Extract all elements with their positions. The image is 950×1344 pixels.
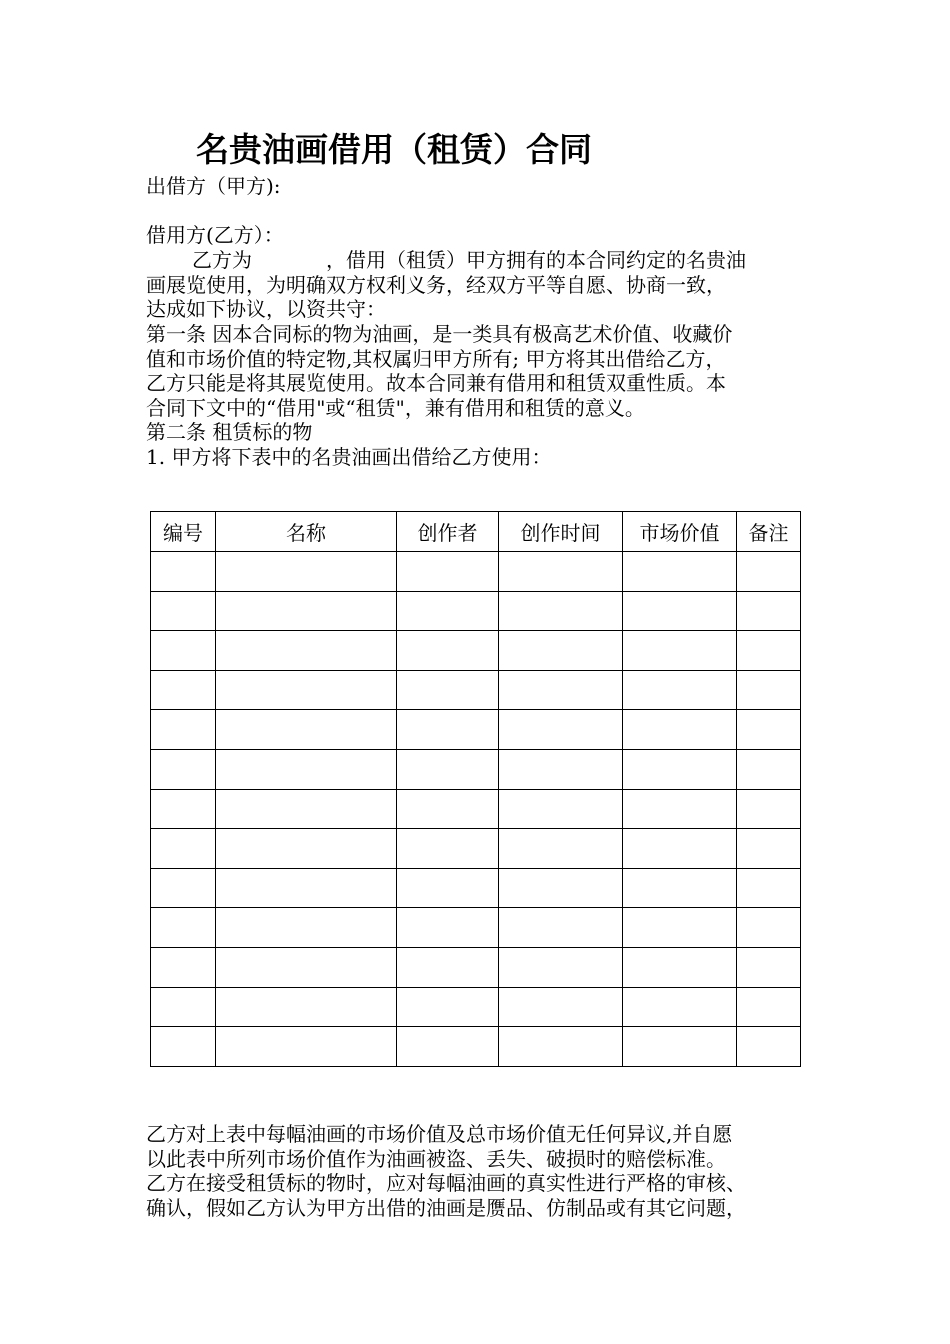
table-cell — [737, 947, 801, 987]
header-market-value: 市场价值 — [623, 512, 737, 552]
table-cell — [216, 749, 397, 789]
after-table-line-2: 以此表中所列市场价值作为油画被盗、丢失、破损时的赔偿标准。 — [146, 1146, 726, 1171]
table-cell — [499, 868, 623, 908]
table-cell — [737, 987, 801, 1027]
table-cell — [499, 1027, 623, 1067]
table-cell — [737, 868, 801, 908]
table-cell — [623, 829, 737, 869]
table-cell — [151, 631, 216, 671]
table-row — [151, 591, 801, 631]
table-cell — [216, 670, 397, 710]
after-table-line-1: 乙方对上表中每幅油画的市场价值及总市场价值无任何异议,并自愿 — [146, 1122, 733, 1146]
table-cell — [397, 670, 499, 710]
table-row — [151, 670, 801, 710]
table-cell — [499, 710, 623, 750]
table-cell — [737, 908, 801, 948]
table-cell — [151, 749, 216, 789]
intro-line-1 — [146, 248, 816, 273]
table-cell — [623, 552, 737, 592]
table-row — [151, 789, 801, 829]
table-cell — [623, 631, 737, 671]
table-cell — [397, 552, 499, 592]
table-cell — [499, 789, 623, 829]
intro-line-2: 画展览使用，为明确双方权利义务，经双方平等自愿、协商一致， — [146, 272, 726, 297]
intro-line-1-prefix: 乙方为 — [192, 248, 252, 272]
table-cell — [397, 789, 499, 829]
table-cell — [737, 829, 801, 869]
table-cell — [151, 591, 216, 631]
after-table-line-3: 乙方在接受租赁标的物时，应对每幅油画的真实性进行严格的审核、 — [146, 1171, 746, 1196]
table-cell — [499, 829, 623, 869]
table-cell — [737, 670, 801, 710]
table-cell — [397, 987, 499, 1027]
table-row — [151, 749, 801, 789]
header-number: 编号 — [151, 512, 216, 552]
table-cell — [216, 829, 397, 869]
table-cell — [499, 749, 623, 789]
article-1-line-3: 乙方只能是将其展览使用。故本合同兼有借用和租赁双重性质。本 — [146, 371, 726, 396]
table-cell — [737, 1027, 801, 1067]
table-row — [151, 947, 801, 987]
table-row — [151, 868, 801, 908]
table-cell — [623, 749, 737, 789]
table-cell — [737, 749, 801, 789]
table-cell — [499, 908, 623, 948]
article-2-item-1: 1. 甲方将下表中的名贵油画出借给乙方使用： — [146, 444, 552, 469]
table-cell — [397, 829, 499, 869]
contract-title: 名贵油画借用（租赁）合同 — [196, 130, 592, 169]
table-cell — [397, 631, 499, 671]
blank-line — [146, 199, 816, 224]
article-1-line-4: 合同下文中的“借用"或“租赁"，兼有借用和租赁的意义。 — [146, 395, 645, 420]
table-cell — [499, 591, 623, 631]
table-cell — [499, 987, 623, 1027]
table-body — [151, 552, 801, 1067]
table-cell — [151, 789, 216, 829]
table-cell — [623, 987, 737, 1027]
table-cell — [216, 789, 397, 829]
table-row — [151, 1027, 801, 1067]
table-cell — [151, 947, 216, 987]
table-cell — [499, 947, 623, 987]
header-remarks: 备注 — [737, 512, 801, 552]
table-cell — [216, 710, 397, 750]
table-row — [151, 908, 801, 948]
intro-paragraph — [146, 248, 816, 322]
table-cell — [151, 1027, 216, 1067]
header-name: 名称 — [216, 512, 397, 552]
table-row — [151, 631, 801, 671]
table-cell — [737, 631, 801, 671]
table-cell — [397, 1027, 499, 1067]
table-cell — [623, 908, 737, 948]
table-cell — [499, 552, 623, 592]
table-cell — [216, 868, 397, 908]
intro-line-1-suffix: ，借用（租赁）甲方拥有的本合同约定的名贵油 — [326, 248, 746, 272]
table-cell — [737, 710, 801, 750]
table-cell — [397, 591, 499, 631]
table-cell — [397, 868, 499, 908]
table-cell — [737, 552, 801, 592]
table-cell — [623, 1027, 737, 1067]
table-cell — [737, 789, 801, 829]
article-1 — [146, 322, 816, 420]
table-cell — [737, 591, 801, 631]
header-artist: 创作者 — [397, 512, 499, 552]
table-cell — [216, 908, 397, 948]
table-cell — [216, 631, 397, 671]
table-row — [151, 987, 801, 1027]
table-cell — [216, 552, 397, 592]
article-1-line-1: 第一条 因本合同标的物为油画，是一类具有极高艺术价值、收藏价 — [146, 322, 733, 346]
table-cell — [151, 987, 216, 1027]
table-cell — [151, 829, 216, 869]
article-2 — [146, 420, 816, 469]
article-2-heading: 第二条 租赁标的物 — [146, 420, 313, 444]
table-cell — [623, 670, 737, 710]
lender-label: 出借方（甲方): — [146, 174, 281, 198]
paintings-table — [150, 511, 801, 1067]
table-cell — [151, 710, 216, 750]
after-table-paragraph — [146, 1122, 816, 1220]
table-cell — [623, 947, 737, 987]
table-cell — [397, 710, 499, 750]
table-cell — [397, 947, 499, 987]
after-table-line-4: 确认，假如乙方认为甲方出借的油画是赝品、仿制品或有其它问题， — [146, 1195, 746, 1220]
table-header-row — [151, 512, 801, 552]
header-creation-time: 创作时间 — [499, 512, 623, 552]
table-cell — [151, 552, 216, 592]
table-cell — [623, 789, 737, 829]
table-row — [151, 710, 801, 750]
table-cell — [397, 908, 499, 948]
borrower-label: 借用方(乙方）： — [146, 223, 284, 248]
table-cell — [499, 670, 623, 710]
table-cell — [216, 987, 397, 1027]
table-row — [151, 829, 801, 869]
parties-block — [146, 174, 816, 248]
table-cell — [623, 591, 737, 631]
table-cell — [216, 1027, 397, 1067]
table-cell — [623, 868, 737, 908]
table-row — [151, 552, 801, 592]
table-cell — [151, 908, 216, 948]
table-cell — [151, 670, 216, 710]
table-cell — [397, 749, 499, 789]
table-cell — [216, 591, 397, 631]
intro-line-3: 达成如下协议，以资共守： — [146, 297, 386, 322]
article-1-line-2: 值和市场价值的特定物,其权属归甲方所有; 甲方将其出借给乙方， — [146, 346, 726, 371]
table-cell — [623, 710, 737, 750]
table-cell — [499, 631, 623, 671]
table-cell — [216, 947, 397, 987]
table-cell — [151, 868, 216, 908]
